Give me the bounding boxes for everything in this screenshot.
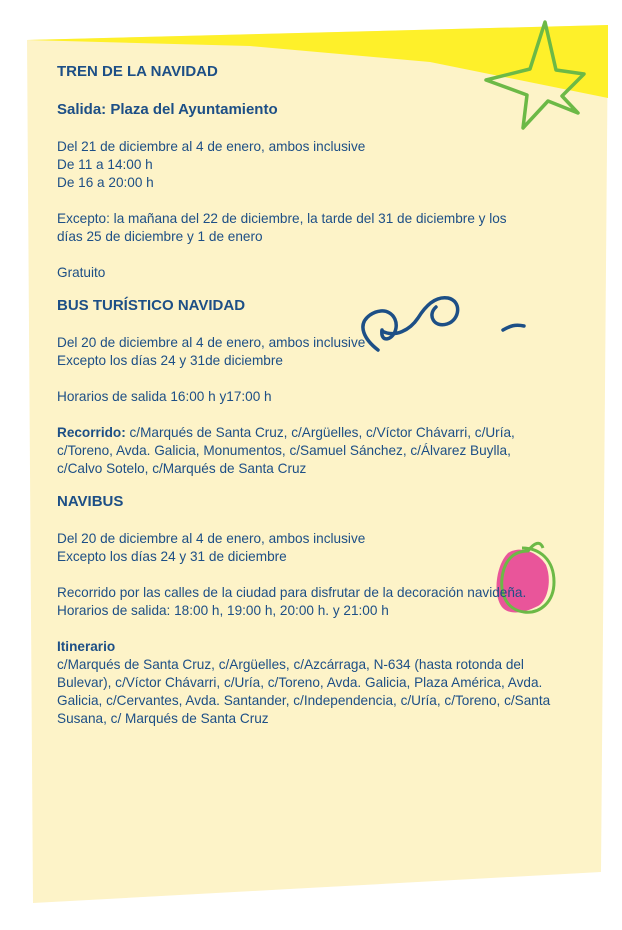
- navibus-itinerario-label: [57, 638, 587, 656]
- bus-recorrido-label: Recorrido:: [57, 425, 126, 440]
- tren-dates: Del 21 de diciembre al 4 de enero, ambos inclusive: [57, 139, 366, 154]
- bus-recorrido-3: c/Calvo Sotelo, c/Marqués de Santa Cruz: [57, 461, 307, 476]
- navibus-itinerario-4: Susana, c/ Marqués de Santa Cruz: [57, 711, 269, 726]
- section-bus: [57, 296, 587, 478]
- navibus-horarios: Horarios de salida: 18:00 h, 19:00 h, 20:00 h. y 21:00 h: [57, 603, 389, 618]
- tren-price: Gratuito: [57, 265, 106, 280]
- navibus-itinerario-1: c/Marqués de Santa Cruz, c/Argüelles, c/Azcárraga, N-634 (hasta rotonda del: [57, 657, 524, 672]
- bus-title: BUS TURÍSTICO NAVIDAD: [57, 297, 246, 314]
- navibus-itinerario-2: Bulevar), c/Víctor Chávarri, c/Uría, c/Toreno, Avda. Galicia, Plaza América, Avda.: [57, 675, 543, 690]
- tren-salida: Salida: Plaza del Ayuntamiento: [57, 101, 278, 118]
- bus-recorrido-text: c/Marqués de Santa Cruz, c/Argüelles, c/Víctor Chávarri, c/Uría,: [125, 425, 515, 440]
- tren-title: TREN DE LA NAVIDAD: [57, 63, 218, 80]
- section-tren: [57, 62, 587, 282]
- tren-time-2: De 16 a 20:00 h: [57, 175, 154, 190]
- bus-horarios: Horarios de salida 16:00 h y17:00 h: [57, 389, 272, 404]
- bus-except: Excepto los días 24 y 31de diciembre: [57, 353, 283, 368]
- tren-except-1: Excepto: la mañana del 22 de diciembre, la tarde del 31 de diciembre y los: [57, 211, 507, 226]
- bus-recorrido-2: c/Toreno, Avda. Galicia, Monumentos, c/Samuel Sánchez, c/Álvarez Buylla,: [57, 443, 511, 458]
- section-navibus: [57, 492, 587, 728]
- bus-dates: Del 20 de diciembre al 4 de enero, ambos inclusive: [57, 335, 366, 350]
- tren-except-2: días 25 de diciembre y 1 de enero: [57, 229, 263, 244]
- navibus-recorrido: Recorrido por las calles de la ciudad para disfrutar de la decoración navideña.: [57, 585, 527, 600]
- tren-time-1: De 11 a 14:00 h: [57, 157, 153, 172]
- navibus-title: NAVIBUS: [57, 493, 124, 510]
- navibus-dates: Del 20 de diciembre al 4 de enero, ambos inclusive: [57, 531, 366, 546]
- schedule-content: [57, 62, 587, 728]
- navibus-itinerario-3: Galicia, c/Cervantes, Avda. Santander, c/Independencia, c/Uría, c/Toreno, c/Santa: [57, 693, 551, 708]
- navibus-except: Excepto los días 24 y 31 de diciembre: [57, 549, 287, 564]
- bus-recorrido-1: [57, 424, 587, 442]
- navibus-itinerario-heading: Itinerario: [57, 639, 116, 654]
